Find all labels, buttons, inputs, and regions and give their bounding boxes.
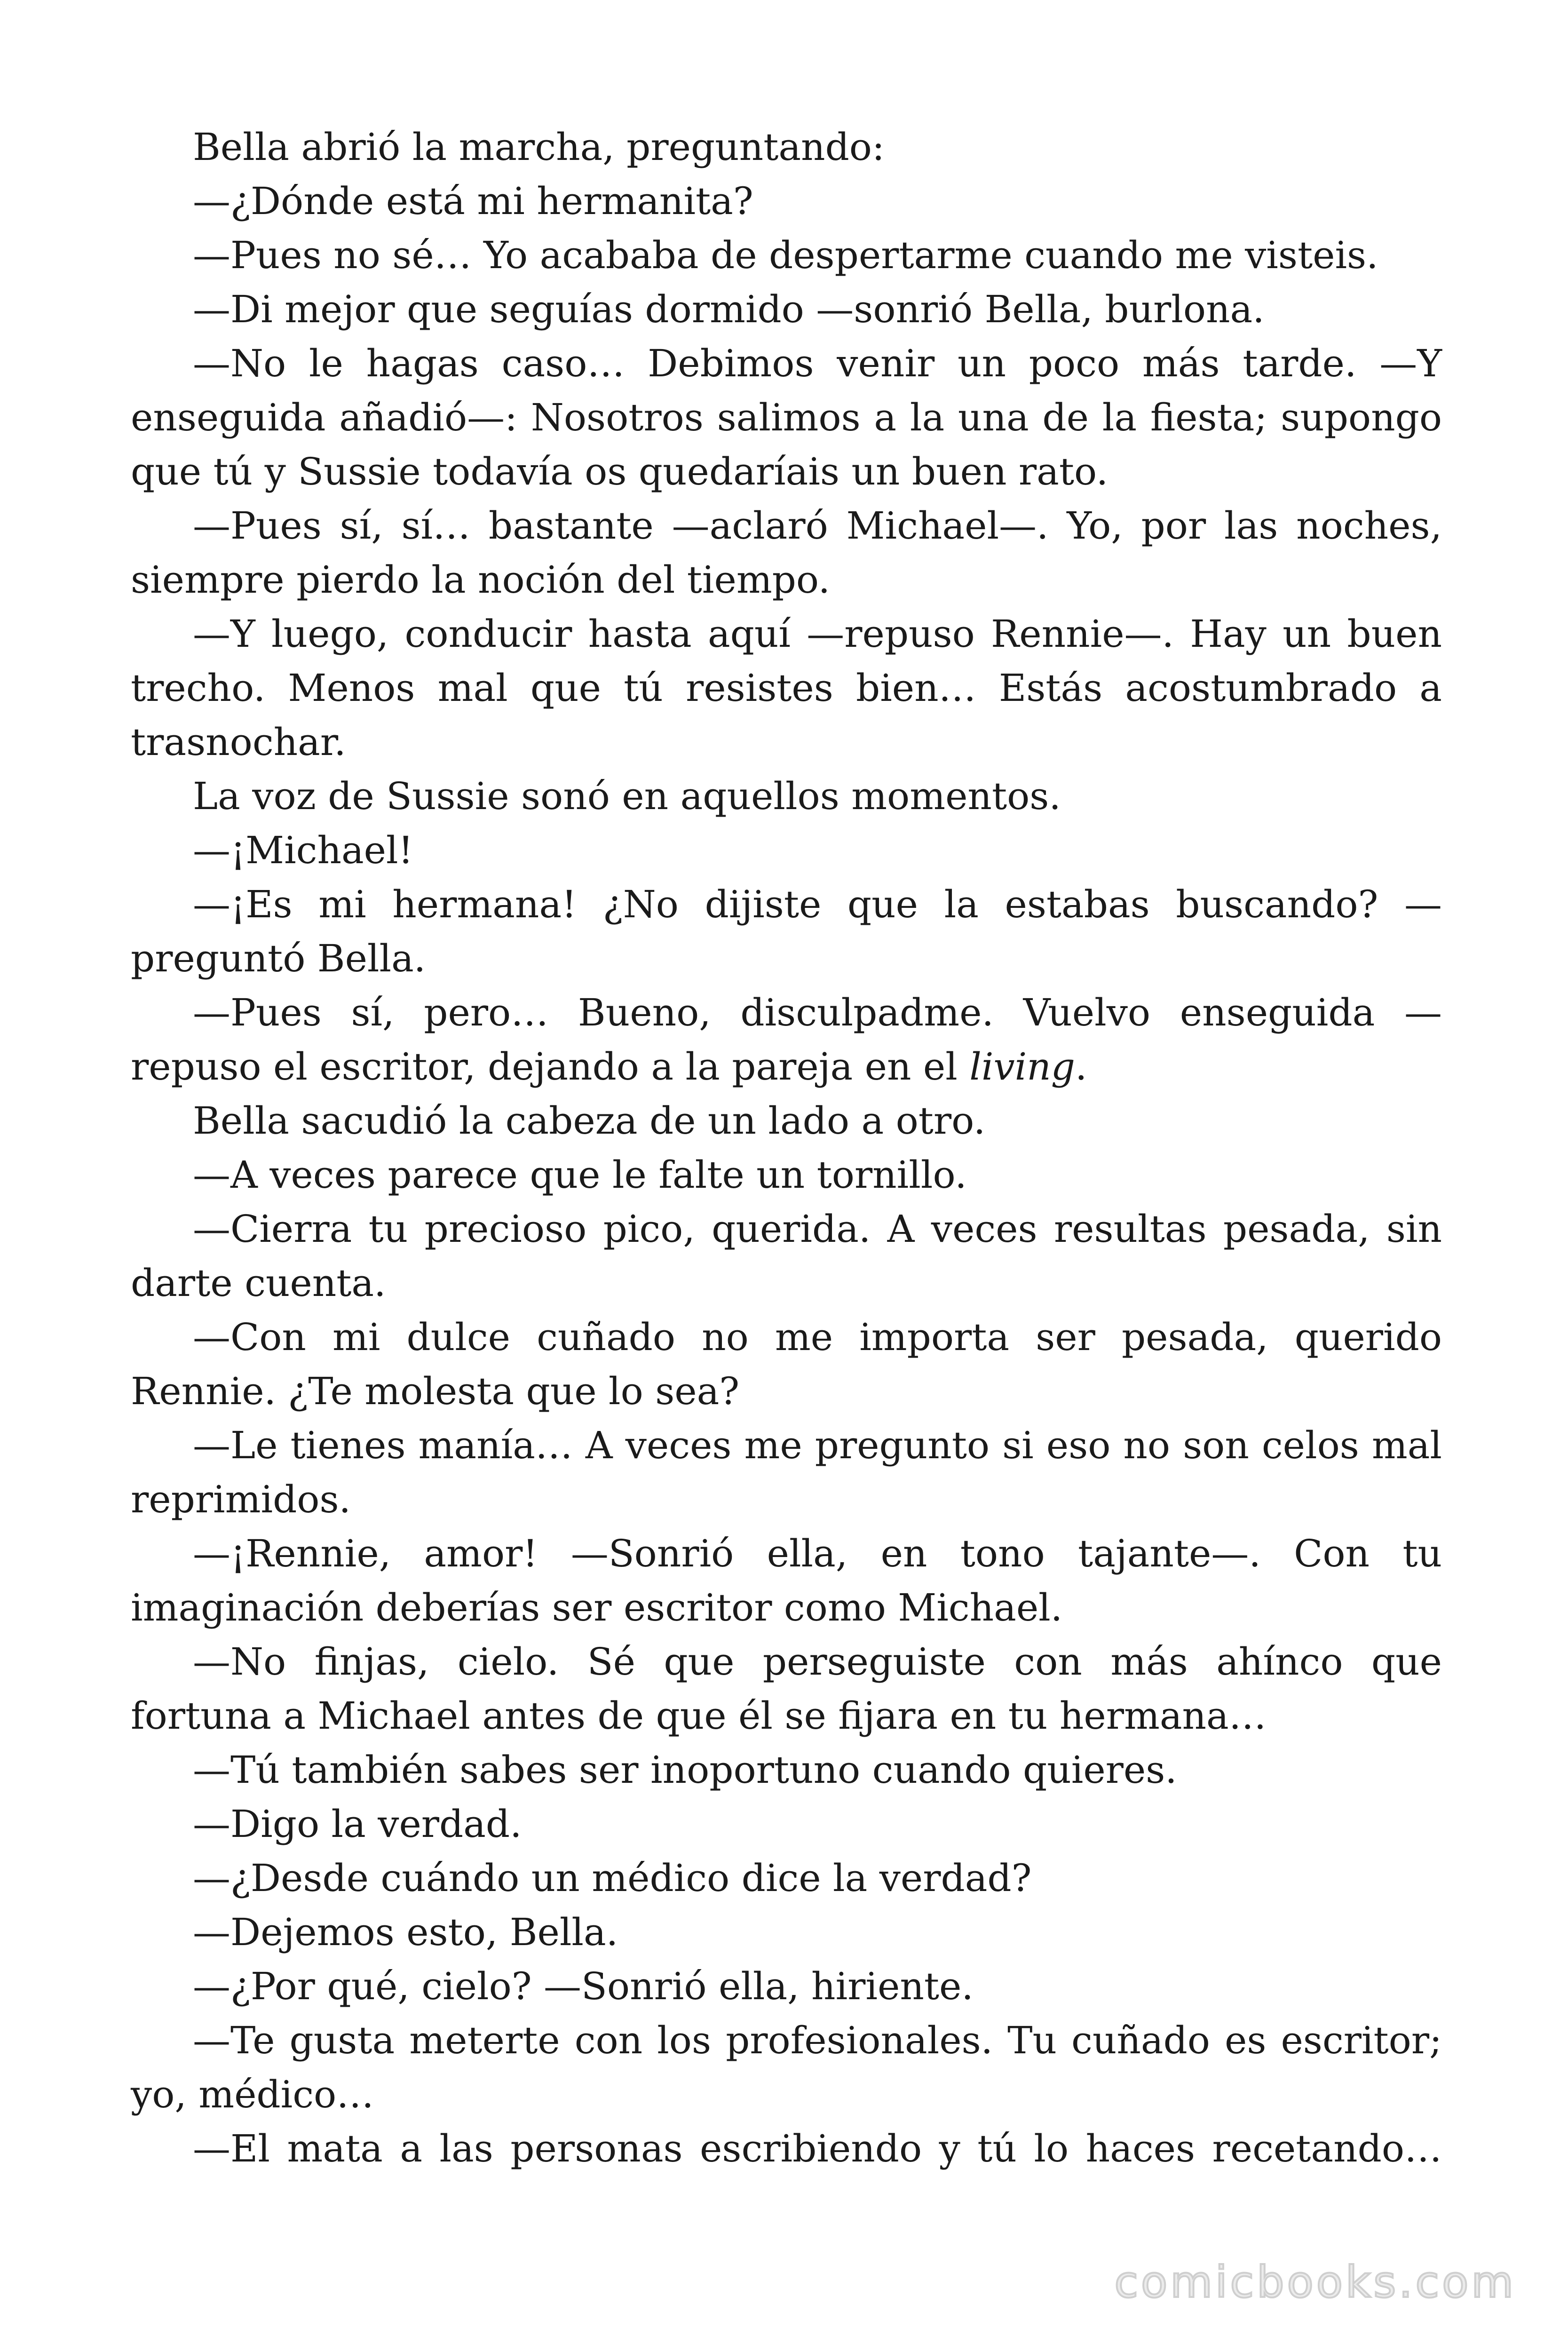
watermark: comicbooks.com: [1114, 2257, 1516, 2307]
paragraph-text: .: [1075, 1045, 1087, 1089]
paragraph: Bella abrió la marcha, preguntando:: [193, 125, 885, 169]
paragraph: —Cierra tu precioso pico, querida. A veces resultas pesada, sin darte cuenta.: [131, 1207, 1442, 1305]
paragraph: —¡Michael!: [193, 828, 413, 872]
italic-word: living: [969, 1045, 1075, 1089]
paragraph: —Pues no sé… Yo acababa de despertarme cuando me visteis.: [193, 233, 1378, 277]
paragraph: —¡Rennie, amor! —Sonrió ella, en tono tajante—. Con tu imaginación deberías ser escritor como Michael.: [131, 1532, 1442, 1629]
paragraph: La voz de Sussie sonó en aquellos momentos.: [193, 774, 1061, 818]
paragraph: —Dejemos esto, Bella.: [193, 1910, 618, 1954]
paragraph: —A veces parece que le falte un tornillo.: [193, 1153, 967, 1197]
paragraph: —Y luego, conducir hasta aquí —repuso Rennie—. Hay un buen trecho. Menos mal que tú resistes bien… Estás acostumbrado a trasnochar.: [131, 612, 1442, 764]
paragraph: —No finjas, cielo. Sé que perseguiste con más ahínco que fortuna a Michael antes de que él se fijara en tu hermana…: [131, 1640, 1442, 1738]
paragraph: —¡Es mi hermana! ¿No dijiste que la estabas buscando? —preguntó Bella.: [131, 882, 1442, 980]
paragraph: —Con mi dulce cuñado no me importa ser pesada, querido Rennie. ¿Te molesta que lo sea?: [131, 1315, 1442, 1413]
paragraph: [131, 985, 1442, 1094]
paragraph: —El mata a las personas escribiendo y tú lo haces recetando…: [193, 2127, 1442, 2170]
paragraph: —Te gusta meterte con los profesionales. Tu cuñado es escritor; yo, médico…: [131, 2018, 1442, 2116]
paragraph: —Digo la verdad.: [193, 1802, 522, 1846]
paragraph: —Di mejor que seguías dormido —sonrió Bella, burlona.: [193, 287, 1265, 331]
paragraph: —Le tienes manía… A veces me pregunto si eso no son celos mal reprimidos.: [131, 1423, 1442, 1521]
paragraph: —Tú también sabes ser inoportuno cuando quieres.: [193, 1748, 1177, 1792]
paragraph: —No le hagas caso… Debimos venir un poco más tarde. —Y enseguida añadió—: Nosotros salimos a la una de la fiesta; supongo que tú y Sussie todavía os quedaríais un buen rato.: [131, 342, 1442, 493]
paragraph: —Pues sí, sí… bastante —aclaró Michael—. Yo, por las noches, siempre pierdo la noción del tiempo.: [131, 504, 1442, 602]
book-page-text: [131, 120, 1442, 2176]
paragraph: —¿Por qué, cielo? —Sonrió ella, hiriente.: [193, 1964, 974, 2008]
paragraph-text: —Pues sí, pero… Bueno, disculpadme. Vuelvo enseguida —repuso el escritor, dejando a la pareja en el: [131, 991, 1442, 1089]
paragraph: —¿Dónde está mi hermanita?: [193, 179, 753, 223]
paragraph: —¿Desde cuándo un médico dice la verdad?: [193, 1856, 1032, 1900]
paragraph: Bella sacudió la cabeza de un lado a otro.: [193, 1099, 986, 1143]
